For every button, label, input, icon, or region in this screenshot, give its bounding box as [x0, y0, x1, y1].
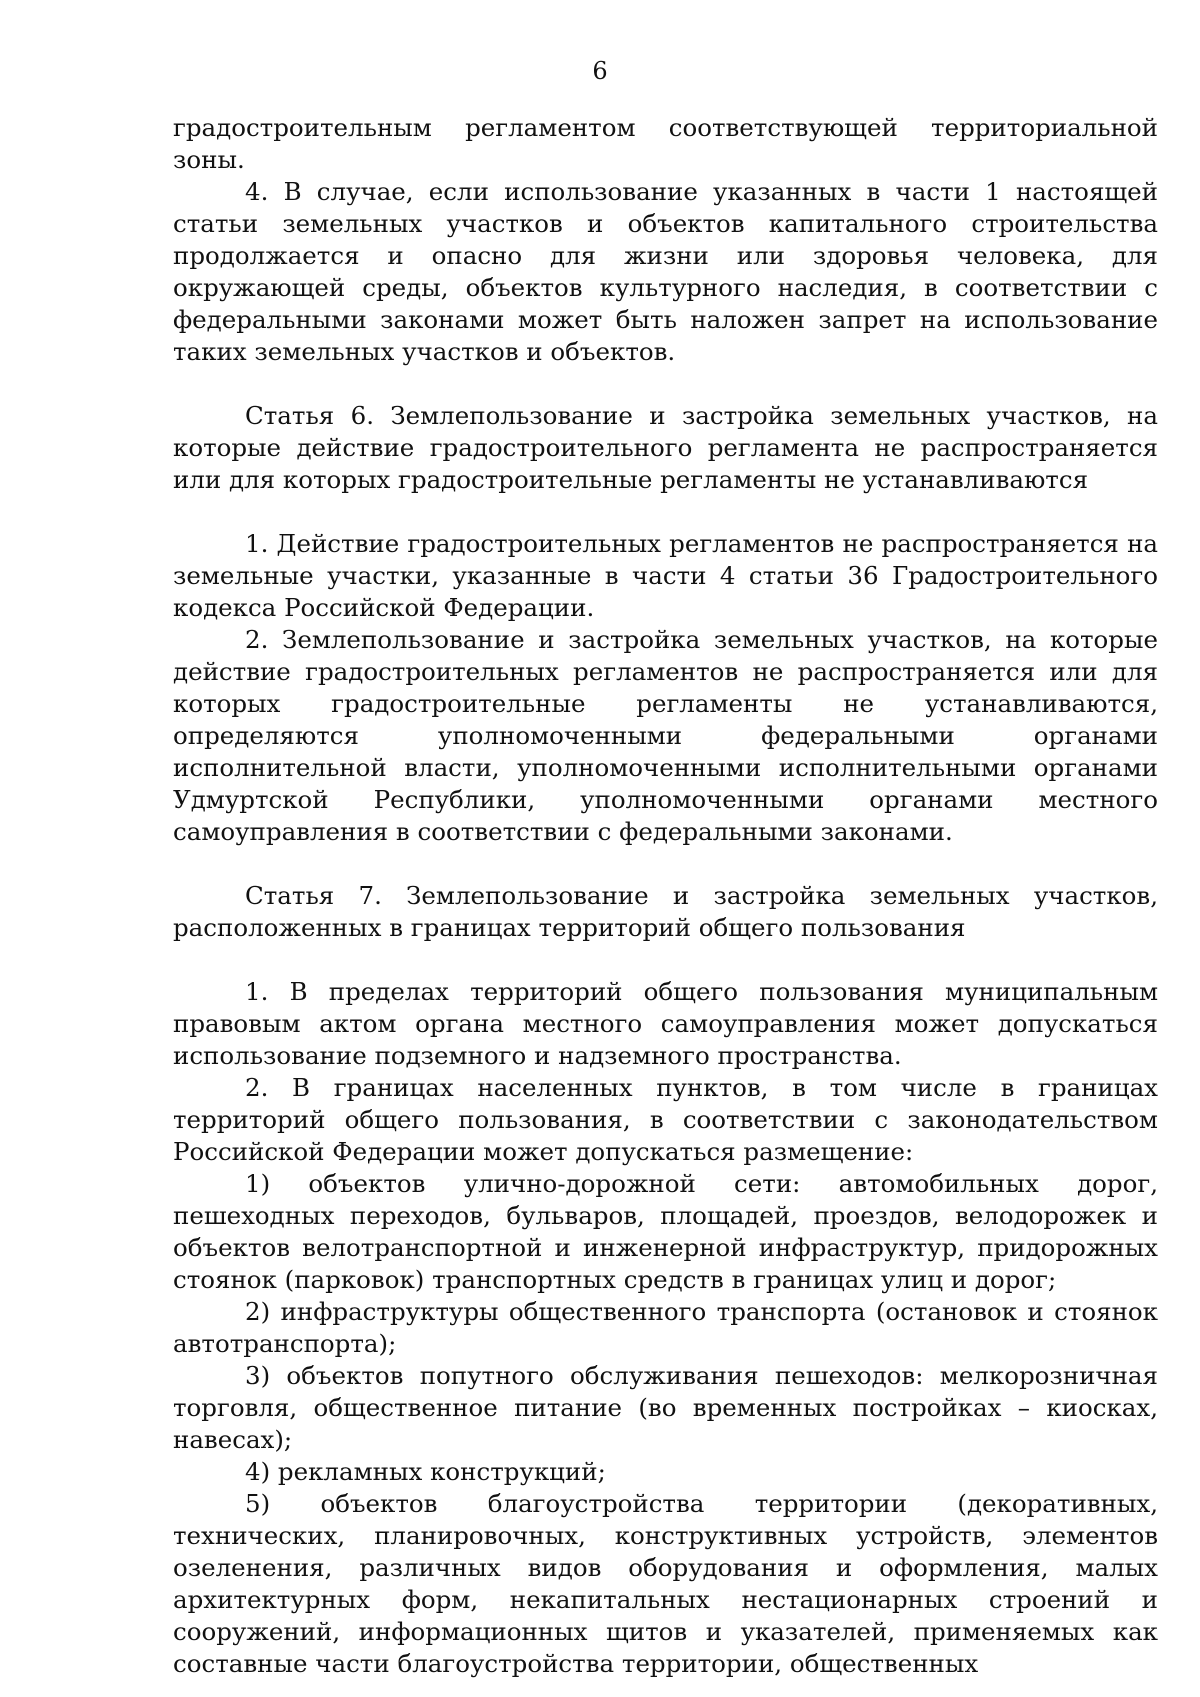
article-7-part-2: 2. В границах населенных пунктов, в том числе в границах территорий общего пользования, в соответствии с законодательством Российской Федерации может допускаться размещение:	[173, 1073, 1158, 1166]
list-item-5: 5) объектов благоустройства территории (декоративных, технических, планировочных, конструктивных устройств, элементов озеленения, различных видов оборудования и оформления, малых архитектурных форм, некапитальных нестационарных строений и сооружений, информационных щитов и указателей, применяемых как составные части благоустройства территории, общественных	[173, 1489, 1158, 1678]
article-6-title: Статья 6. Землепользование и застройка земельных участков, на которые действие градостроительного регламента не распространяется или для которых градостроительные регламенты не устанавливаются	[173, 401, 1158, 494]
article-7-title: Статья 7. Землепользование и застройка земельных участков, расположенных в границах территорий общего пользования	[173, 881, 1158, 942]
article-6-part-1: 1. Действие градостроительных регламентов не распространяется на земельные участки, указанные в части 4 статьи 36 Градостроительного кодекса Российской Федерации.	[173, 529, 1158, 622]
list-item-1: 1) объектов улично-дорожной сети: автомобильных дорог, пешеходных переходов, бульваров, площадей, проездов, велодорожек и объектов велотранспортной и инженерной инфраструктур, придорожных стоянок (парковок) транспортных средств в границах улиц и дорог;	[173, 1169, 1158, 1294]
spacer	[173, 848, 1158, 880]
spacer	[173, 496, 1158, 528]
list-item-3: 3) объектов попутного обслуживания пешеходов: мелкорозничная торговля, общественное питание (во временных постройках – киосках, навесах);	[173, 1361, 1158, 1454]
page-content	[173, 112, 1158, 1680]
list-item-2: 2) инфраструктуры общественного транспорта (остановок и стоянок автотранспорта);	[173, 1297, 1158, 1358]
spacer	[173, 944, 1158, 976]
spacer	[173, 368, 1158, 400]
paragraph-part-4: 4. В случае, если использование указанных в части 1 настоящей статьи земельных участков и объектов капитального строительства продолжается и опасно для жизни или здоровья человека, для окружающей среды, объектов культурного наследия, в соответствии с федеральными законами может быть наложен запрет на использование таких земельных участков и объектов.	[173, 177, 1158, 366]
list-item-4: 4) рекламных конструкций;	[245, 1457, 606, 1486]
article-6-part-2: 2. Землепользование и застройка земельных участков, на которые действие градостроительных регламентов не распространяется или для которых градостроительные регламенты не устанавливаются, определяются уполномоченными федеральными органами исполнительной власти, уполномоченными исполнительными органами Удмуртской Республики, уполномоченными органами местного самоуправления в соответствии с федеральными законами.	[173, 625, 1158, 846]
paragraph-continuation: градостроительным регламентом соответствующей территориальной зоны.	[173, 113, 1158, 174]
page-number: 6	[592, 57, 608, 85]
article-7-part-1: 1. В пределах территорий общего пользования муниципальным правовым актом органа местного самоуправления может допускаться использование подземного и надземного пространства.	[173, 977, 1158, 1070]
